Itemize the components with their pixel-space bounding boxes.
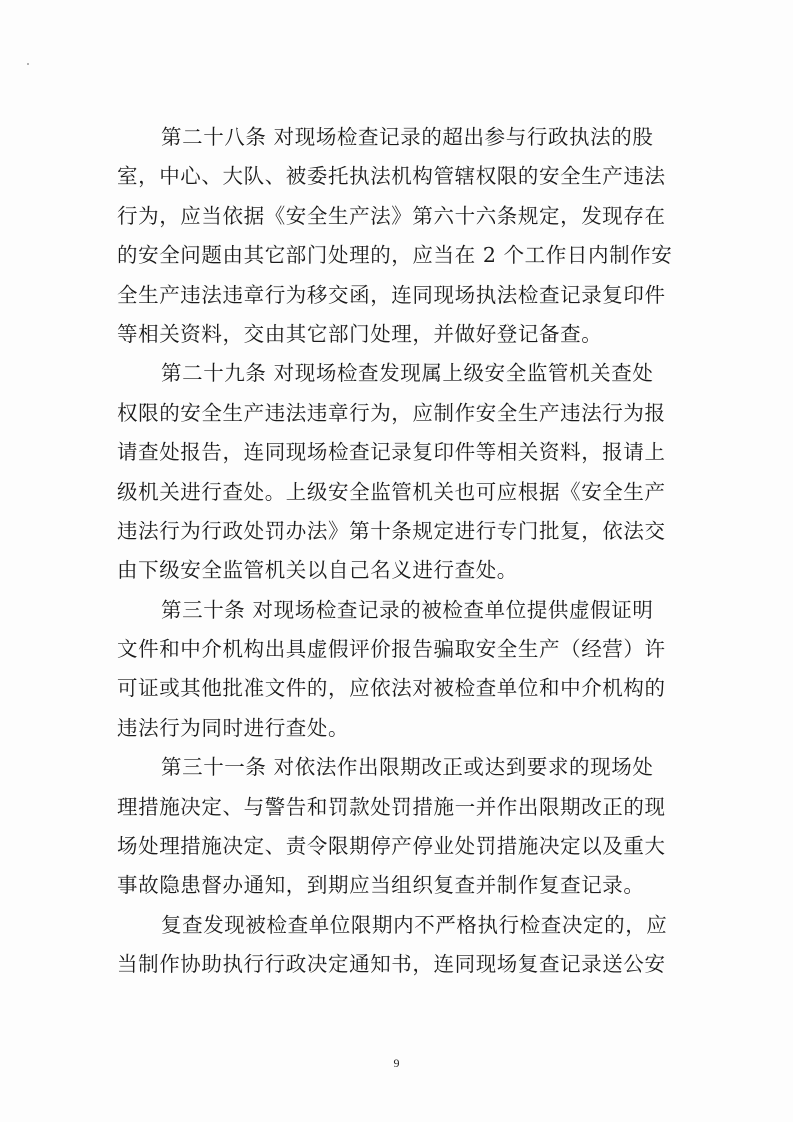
text-line: 场处理措施决定、责令限期停产停业处罚措施决定以及重大: [117, 834, 666, 859]
text-line: 第三十一条 对依法作出限期改正或达到要求的现场处: [161, 755, 654, 780]
text-line: 全生产违法违章行为移交函，连同现场执法检查记录复印件: [117, 282, 666, 307]
text-line: 第二十八条 对现场检查记录的超出参与行政执法的股: [161, 125, 654, 149]
text-line: 违法行为行政处罚办法》第十条规定进行专门批复，依法交: [117, 518, 666, 543]
text-line: 的安全问题由其它部门处理的，应当在 2 个工作日内制作安: [117, 243, 673, 268]
text-line: 第三十条 对现场检查记录的被检查单位提供虚假证明: [161, 597, 654, 622]
text-line: 室，中心、大队、被委托执法机构管辖权限的安全生产违法: [117, 164, 666, 189]
text-line: 级机关进行查处。上级安全监管机关也可应根据《安全生产: [117, 479, 666, 504]
text-line: 由下级安全监管机关以自己名义进行查处。: [117, 558, 518, 583]
scan-speck: [27, 63, 29, 65]
text-line: 文件和中介机构出具虚假评价报告骗取安全生产（经营）许: [117, 637, 666, 662]
text-line: 可证或其他批准文件的，应依法对被检查单位和中介机构的: [117, 676, 666, 701]
text-line: 行为，应当依据《安全生产法》第六十六条规定，发现存在: [117, 203, 666, 228]
text-line: 理措施决定、与警告和罚款处罚措施一并作出限期改正的现: [117, 794, 666, 819]
text-line: 违法行为同时进行查处。: [117, 715, 350, 740]
text-line: 当制作协助执行行政决定通知书，连同现场复查记录送公安: [117, 952, 666, 977]
text-line: 复查发现被检查单位限期内不严格执行检查决定的，应: [161, 912, 668, 937]
text-line: 等相关资料，交由其它部门处理，并做好登记备查。: [117, 321, 603, 346]
text-line: 第二十九条 对现场检查发现属上级安全监管机关查处: [161, 361, 654, 386]
body-text: [117, 118, 687, 985]
text-line: 请查处报告，连同现场检查记录复印件等相关资料，报请上: [117, 440, 666, 465]
text-line: 事故隐患督办通知，到期应当组织复查并制作复查记录。: [117, 873, 645, 898]
text-line: 权限的安全生产违法违章行为，应制作安全生产违法行为报: [117, 400, 666, 425]
page-number: 9: [393, 1056, 400, 1070]
